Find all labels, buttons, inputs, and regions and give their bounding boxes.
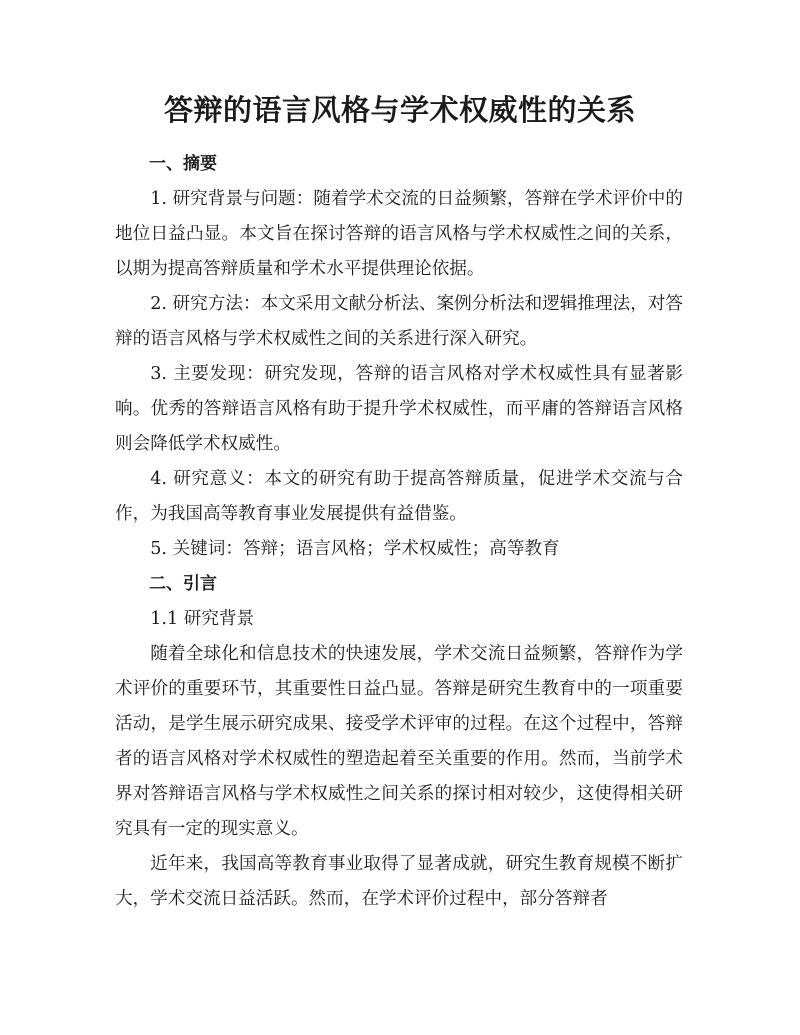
abstract-item-method: 2. 研究方法：本文采用文献分析法、案例分析法和逻辑推理法，对答辩的语言风格与学术权威性之间的关系进行深入研究。 [115,294,683,349]
document-title: 答辩的语言风格与学术权威性的关系 [163,93,636,127]
abstract-item-keywords: 5. 关键词：答辩；语言风格；学术权威性；高等教育 [150,539,560,559]
document-body [115,147,683,917]
abstract-item-significance: 4. 研究意义：本文的研究有助于提高答辩质量，促进学术交流与合作，为我国高等教育事业发展提供有益借鉴。 [115,469,683,524]
section-heading-abstract: 一、摘要 [149,154,217,174]
section-heading-introduction: 二、引言 [149,574,217,594]
body-paragraph: 近年来，我国高等教育事业取得了显著成就，研究生教育规模不断扩大，学术交流日益活跃。然而，在学术评价过程中，部分答辩者 [115,854,683,909]
abstract-item-background: 1. 研究背景与问题：随着学术交流的日益频繁，答辩在学术评价中的地位日益凸显。本文旨在探讨答辩的语言风格与学术权威性之间的关系，以期为提高答辩质量和学术水平提供理论依据。 [115,189,683,279]
body-paragraph: 随着全球化和信息技术的快速发展，学术交流日益频繁，答辩作为学术评价的重要环节，其重要性日益凸显。答辩是研究生教育中的一项重要活动，是学生展示研究成果、接受学术评审的过程。在这个过程中，答辩者的语言风格对学术权威性的塑造起着至关重要的作用。然而，当前学术界对答辩语言风格与学术权威性之间关系的探讨相对较少，这使得相关研究具有一定的现实意义。 [115,644,683,839]
abstract-item-findings: 3. 主要发现：研究发现，答辩的语言风格对学术权威性具有显著影响。优秀的答辩语言风格有助于提升学术权威性，而平庸的答辩语言风格则会降低学术权威性。 [115,364,683,454]
subsection-heading-background: 1.1 研究背景 [150,609,255,629]
